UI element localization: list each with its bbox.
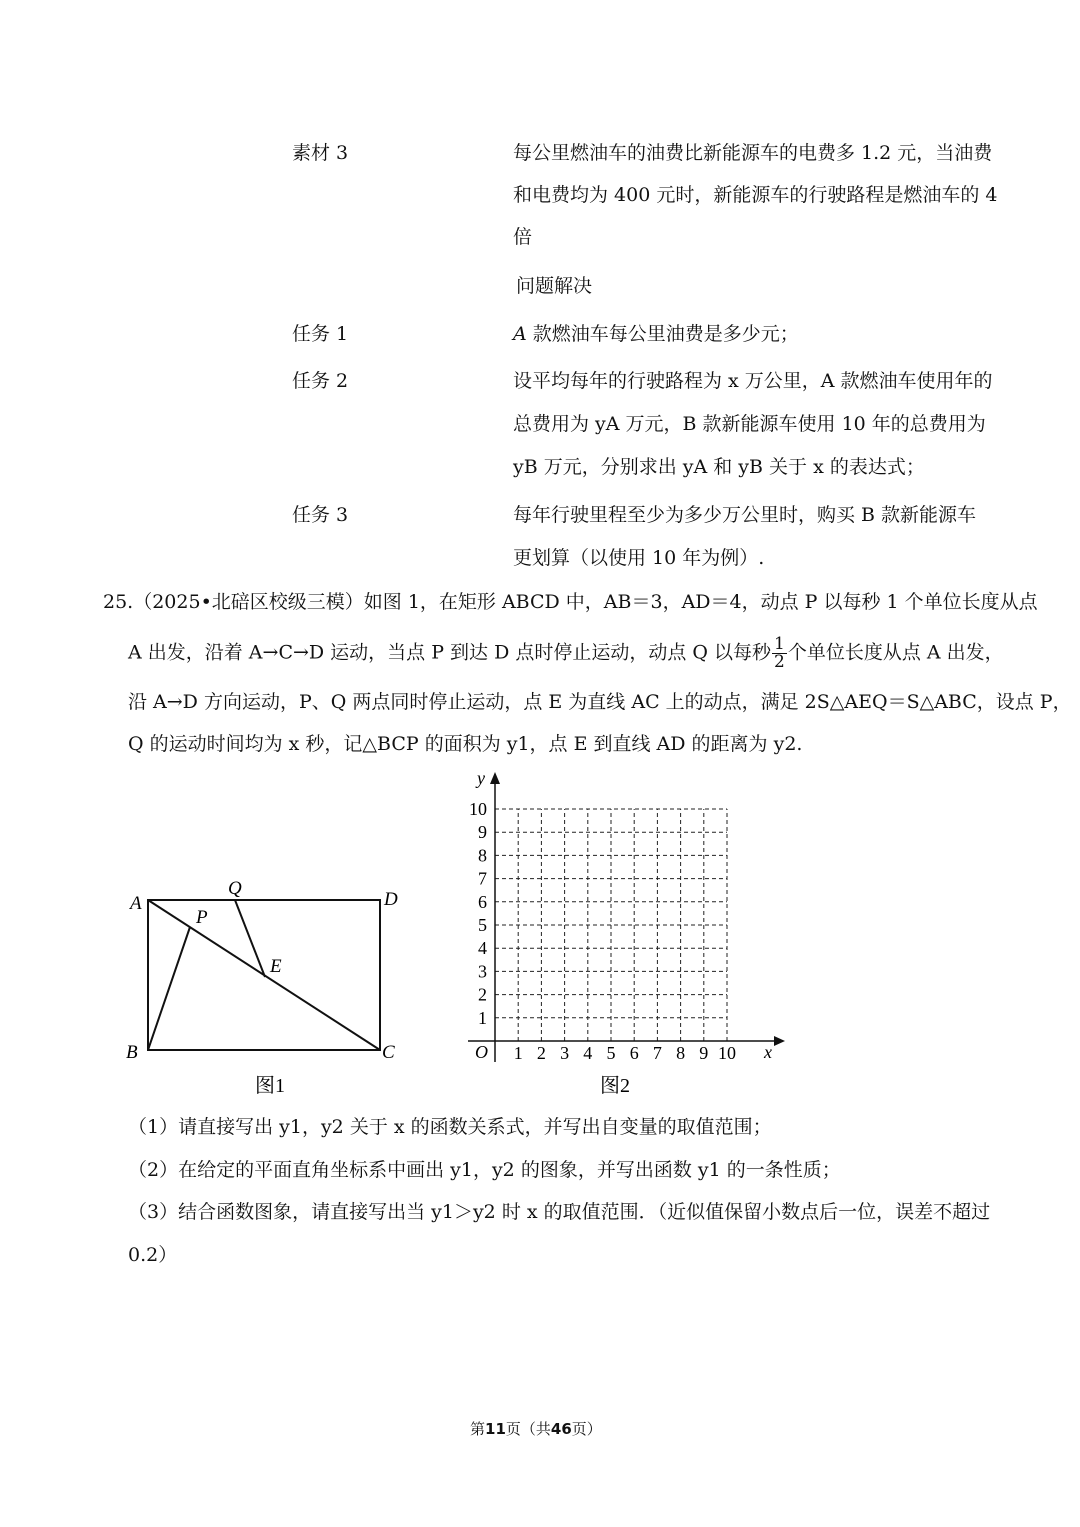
y-tick-label: 3: [478, 961, 487, 982]
var-a: A: [513, 323, 527, 345]
y-tick-label: 5: [478, 915, 487, 935]
x-tick-label: 4: [583, 1043, 593, 1063]
figure1: [100, 870, 430, 1100]
label-d: D: [384, 889, 398, 910]
footer-page-total: 46: [550, 1420, 572, 1438]
x-tick-label: 5: [606, 1043, 616, 1063]
fraction-denominator: 2: [774, 652, 785, 672]
problem25-line4: Q 的运动时间均为 x 秒，记△BCP 的面积为 y1，点 E 到直线 AD 的距离为 y2.: [128, 733, 803, 755]
material3-line2: 和电费均为 400 元时，新能源车的行驶路程是燃油车的 4: [513, 184, 998, 206]
question3-tail: 0.2）: [128, 1244, 178, 1266]
material3-line1: 每公里燃油车的油费比新能源车的电费多 1.2 元，当油费: [513, 142, 993, 164]
task2-line3: yB 万元，分别求出 yA 和 yB 关于 x 的表达式；: [513, 456, 925, 478]
section-heading: 问题解决: [516, 275, 593, 297]
x-tick-label: 9: [699, 1043, 709, 1063]
task3-label: 任务 3: [292, 504, 349, 526]
segment-bp: [148, 927, 190, 1050]
y-axis-label: y: [477, 768, 485, 788]
label-p: P: [196, 907, 208, 928]
y-tick-label: 10: [469, 799, 487, 819]
label-q: Q: [228, 878, 242, 899]
grid-lines: [495, 809, 727, 1041]
y-tick-label: 9: [478, 822, 487, 843]
task1-text: [513, 323, 799, 345]
question1: （1）请直接写出 y1，y2 关于 x 的函数关系式，并写出自变量的取值范围；: [128, 1116, 772, 1138]
footer-prefix: 第: [470, 1420, 486, 1438]
label-e: E: [270, 956, 282, 977]
x-tick-label: 6: [629, 1043, 639, 1063]
y-tick-labels: [469, 799, 487, 1028]
problem25-line3: 沿 A→D 方向运动，P、Q 两点同时停止运动，点 E 为直线 AC 上的动点，满足 2S△AEQ＝S△ABC，设点 P，: [128, 691, 1072, 713]
problem-line2a: A 出发，沿着 A→C→D 运动，当点 P 到达 D 点时停止运动，动点 Q 以每秒: [128, 641, 772, 664]
problem-line2b: 个单位长度从点 A 出发，: [787, 641, 1004, 664]
y-tick-label: 2: [478, 984, 487, 1005]
x-tick-label: 1: [513, 1043, 523, 1063]
task1-body: 款燃油车每公里油费是多少元；: [532, 323, 799, 345]
label-a: A: [130, 893, 142, 914]
label-b: B: [126, 1042, 138, 1063]
x-axis-label: x: [764, 1042, 772, 1062]
footer-page-num: 11: [485, 1420, 506, 1438]
figure1-caption: 图1: [255, 1075, 285, 1097]
y-tick-label: 4: [478, 938, 487, 959]
problem25-line1: [103, 591, 1038, 613]
task3-line1: 每年行驶里程至少为多少万公里时，购买 B 款新能源车: [513, 504, 977, 526]
y-tick-label: 6: [478, 891, 487, 912]
label-c: C: [382, 1042, 395, 1063]
x-axis-arrow: [774, 1036, 785, 1046]
x-tick-label: 10: [718, 1043, 736, 1063]
y-axis-arrow: [490, 772, 500, 784]
question3: （3）结合函数图象，请直接写出当 y1＞y2 时 x 的取值范围．（近似值保留小数点后一位，误差不超过: [128, 1201, 991, 1223]
material3-line3: 倍: [513, 226, 533, 248]
problem-source: （2025•北碚区校级三模）: [133, 591, 364, 613]
footer-suffix: 页）: [571, 1420, 602, 1438]
fraction-numerator: 1: [774, 634, 785, 654]
y-tick-label: 8: [478, 845, 487, 866]
x-tick-label: 8: [676, 1043, 686, 1063]
task2-line1: 设平均每年的行驶路程为 x 万公里，A 款燃油车使用年的: [513, 370, 993, 392]
problem25-line2: [128, 636, 1004, 671]
question2: （2）在给定的平面直角坐标系中画出 y1，y2 的图象，并写出函数 y1 的一条性质；: [128, 1159, 841, 1181]
x-tick-label: 2: [536, 1043, 546, 1063]
fraction-one-half: [772, 636, 787, 671]
x-tick-labels: [514, 1043, 736, 1063]
x-tick-label: 3: [560, 1043, 570, 1063]
origin-label: O: [475, 1042, 488, 1062]
figure2-caption: 图2: [600, 1075, 630, 1097]
task1-label: 任务 1: [292, 323, 349, 345]
task3-line2: 更划算（以使用 10 年为例）.: [513, 547, 765, 569]
task2-line2: 总费用为 yA 万元，B 款新能源车使用 10 年的总费用为: [513, 413, 986, 435]
material3-label: 素材 3: [292, 142, 349, 164]
y-tick-label: 7: [478, 868, 487, 889]
problem-number: 25.: [103, 591, 134, 613]
problem-line1-text: 如图 1，在矩形 ABCD 中，AB＝3，AD＝4，动点 P 以每秒 1 个单位长度从点: [363, 591, 1038, 613]
x-tick-label: 7: [652, 1043, 662, 1063]
figure2: [455, 762, 795, 1107]
y-tick-label: 1: [478, 1007, 487, 1028]
page-footer: [470, 1418, 602, 1439]
task2-label: 任务 2: [292, 370, 349, 392]
footer-mid: 页（共: [505, 1420, 551, 1438]
